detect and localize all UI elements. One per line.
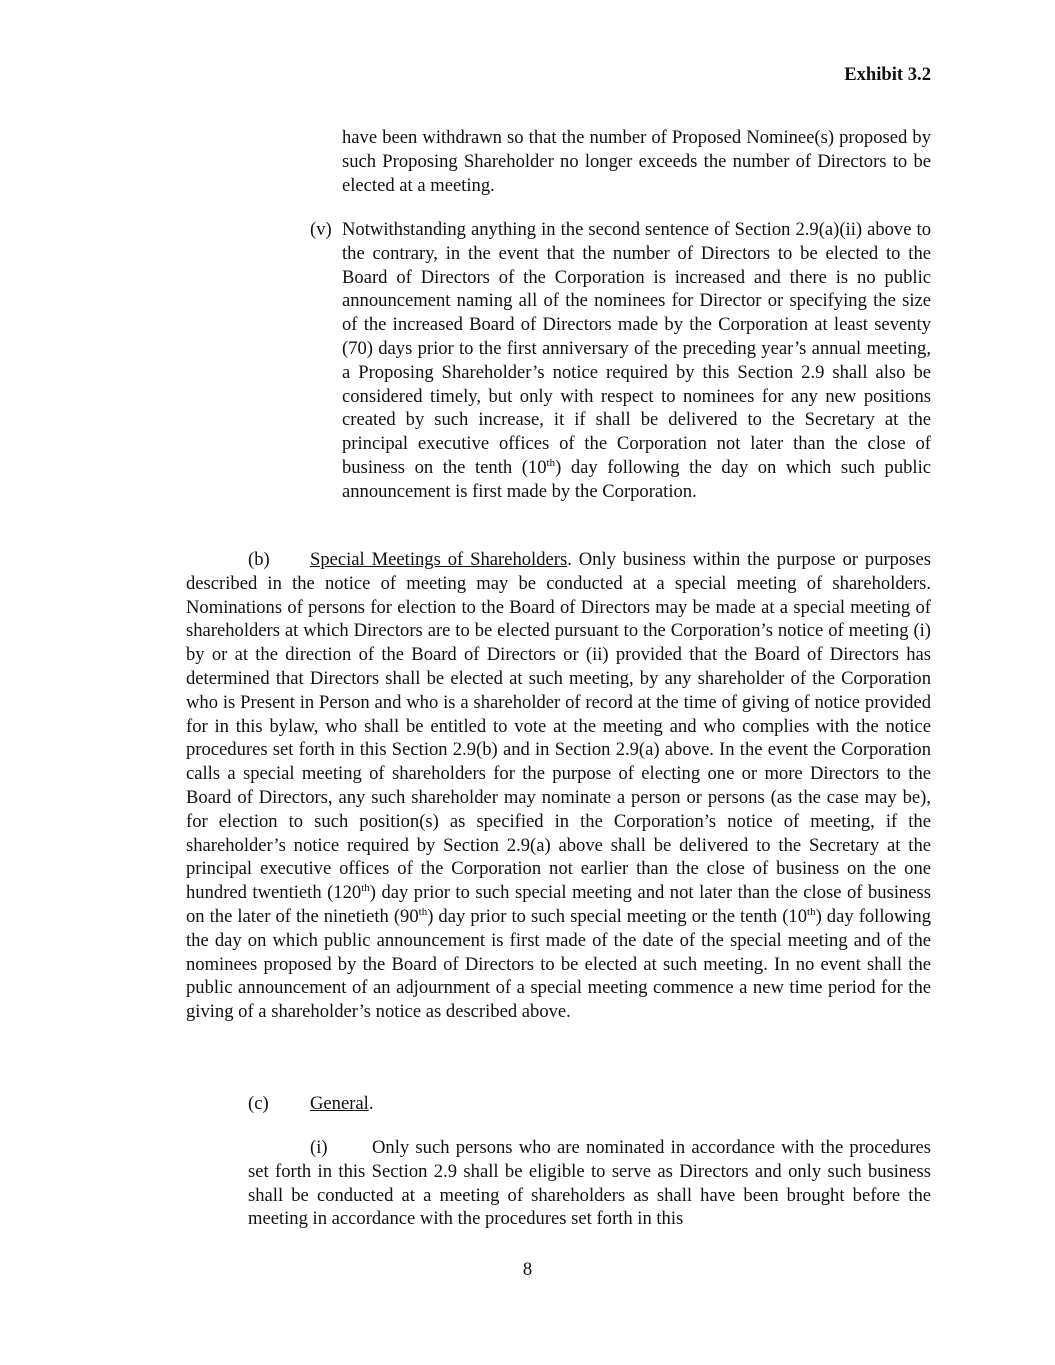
section-b-text-4: ) day following the day on which public announcement is first made of the date of the special meeting and of the nominees proposed by the Board of Directors to be elected at such meeting. In no event shall the public announcement of an adjournment of a special meeting commence a new time period for the giving of a shareholder’s notice as described above.: [186, 905, 932, 1023]
item-v-paragraph: [310, 218, 931, 504]
section-c-heading-line: [186, 1092, 931, 1116]
section-b-sup-2: th: [418, 905, 428, 918]
item-v-number: (v): [310, 219, 332, 240]
section-b-sup-3: th: [807, 905, 816, 918]
section-b-sup-1: th: [361, 881, 370, 894]
item-c-i-paragraph: [248, 1136, 931, 1231]
continuation-paragraph: [342, 126, 931, 197]
item-v-sup: th: [546, 456, 556, 469]
section-b-text-2: ) day prior to such special meeting and not later than the close of business on the later of the ninetieth (90: [186, 882, 932, 927]
section-b-number: (b): [248, 549, 270, 570]
item-c-i-text: Only such persons who are nominated in accordance with the procedures set forth in this Section 2.9 shall be eligible to serve as Directors and only such business shall be conducted at a meeting of shareholders as shall have been brought before the meeting in accordance with the procedures set forth in this: [248, 1137, 931, 1230]
item-v-text-b: ) day following the day on which such public announcement is first made by the Corporation.: [342, 456, 932, 502]
section-c-heading: General: [310, 1093, 369, 1114]
item-c-i-number: (i): [310, 1137, 328, 1158]
continuation-text: have been withdrawn so that the number of Proposed Nominee(s) proposed by such Proposing Shareholder no longer exceeds the number of Directors to be elected at a meeting.: [342, 127, 931, 196]
page-number: 8: [522, 1259, 533, 1280]
section-b-text-3: ) day prior to such special meeting or the tenth (10: [427, 905, 808, 927]
exhibit-label: Exhibit 3.2: [844, 64, 931, 85]
section-c-period: .: [368, 1093, 374, 1114]
item-v-text-a: Notwithstanding anything in the second sentence of Section 2.9(a)(ii) above to the contrary, in the event that the number of Directors to be elected to the Board of Directors of the Corporation is increased and there is no public announcement naming all of the nominees for Director or specifying the size of the increased Board of Directors made by the Corporation at least seventy (70) days prior to the first anniversary of the preceding year’s annual meeting, a Proposing Shareholder’s notice required by this Section 2.9 shall also be considered timely, but only with respect to nominees for any new positions created by such increase, it if shall be delivered to the Secretary at the principal executive offices of the Corporation not later than the close of business on the tenth (10: [342, 219, 931, 478]
section-c-number: (c): [248, 1093, 269, 1114]
section-b-paragraph: [186, 548, 931, 1024]
section-b-text-1: . Only business within the purpose or purposes described in the notice of meeting may be conducted at a special meeting of shareholders. Nominations of persons for election to the Board of Directors may be made at a special meeting of shareholders at which Directors are to be elected pursuant to the Corporation’s notice of meeting (i) by or at the direction of the Board of Directors or (ii) provided that the Board of Directors has determined that Directors shall be elected at such meeting, by any shareholder of the Corporation who is Present in Person and who is a shareholder of record at the time of giving of notice provided for in this bylaw, who shall be entitled to vote at the meeting and who complies with the notice procedures set forth in this Section 2.9(b) and in Section 2.9(a) above. In the event the Corporation calls a special meeting of shareholders for the purpose of electing one or more Directors to the Board of Directors, any such shareholder may nominate a person or persons (as the case may be), for election to such position(s) as specified in the Corporation’s notice of meeting, if the shareholder’s notice required by Section 2.9(a) above shall be delivered to the Secretary at the principal executive offices of the Corporation not earlier than the close of business on the one hundred twentieth (120: [186, 549, 932, 904]
section-b-heading: Special Meetings of Shareholders: [310, 549, 568, 570]
